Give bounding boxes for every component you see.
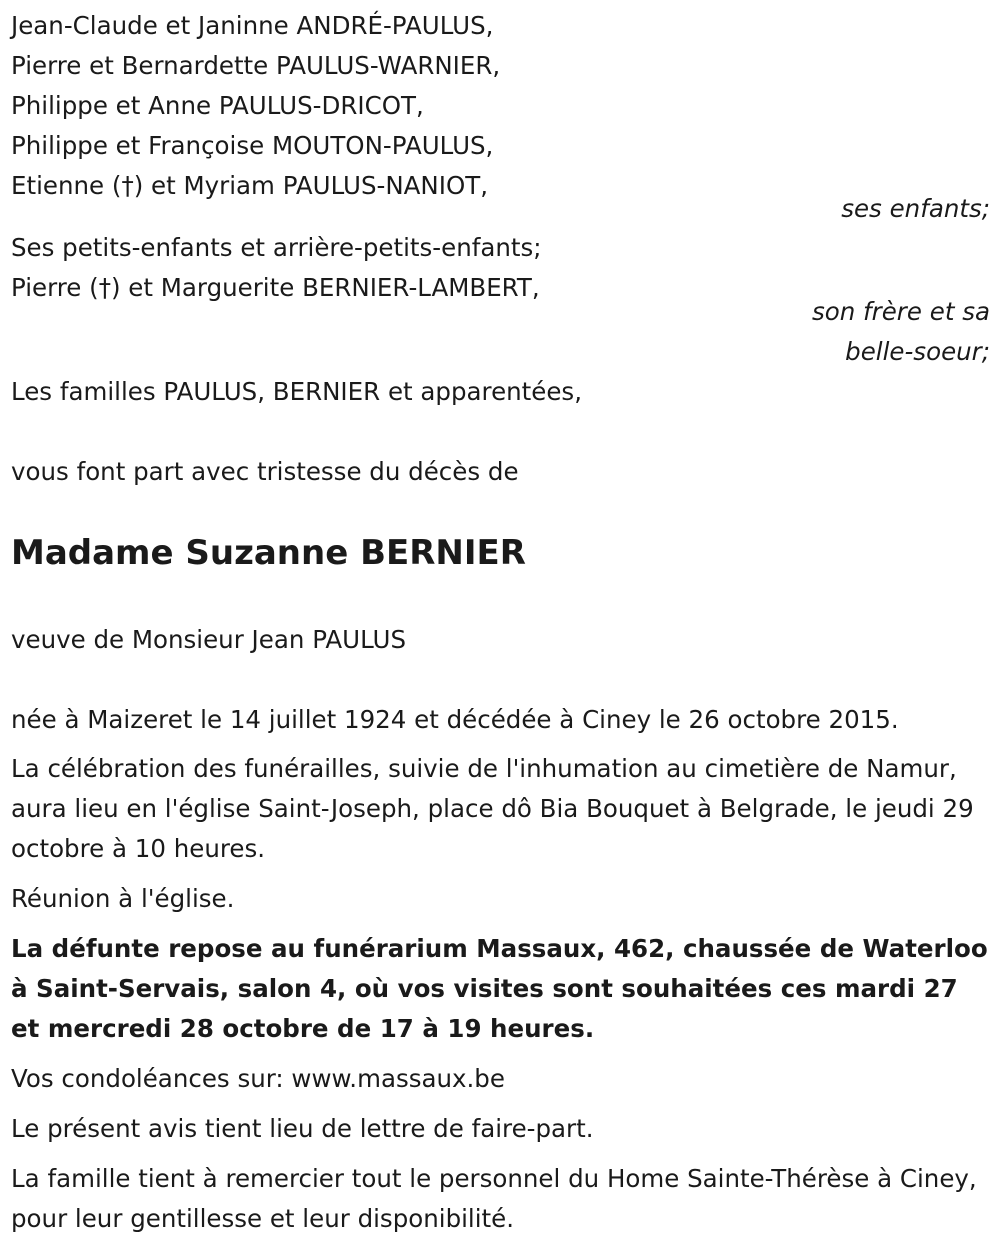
families-line: Les familles PAULUS, BERNIER et apparentées, — [11, 377, 582, 406]
children-role: ses enfants; — [841, 194, 990, 223]
thanks-paragraph: La famille tient à remercier tout le personnel du Home Sainte-Thérèse à Ciney, pour leur gentillesse et leur disponibilité. — [11, 1164, 977, 1233]
announcement: vous font part avec tristesse du décès de — [11, 457, 519, 486]
condolences-paragraph: Vos condoléances sur: www.massaux.be — [11, 1064, 505, 1093]
paragraphs — [11, 749, 990, 1239]
meeting-paragraph: Réunion à l'église. — [11, 884, 235, 913]
family-line-4: Philippe et Françoise MOUTON-PAULUS, — [11, 131, 494, 160]
family-line-5: Etienne (†) et Myriam PAULUS-NANIOT, — [11, 171, 489, 200]
sibling-role-2: belle-soeur; — [845, 337, 990, 366]
family-line-3: Philippe et Anne PAULUS-DRICOT, — [11, 91, 424, 120]
family-line-2: Pierre et Bernardette PAULUS-WARNIER, — [11, 51, 501, 80]
sibling-role-1: son frère et sa — [811, 297, 990, 326]
widow-of: veuve de Monsieur Jean PAULUS — [11, 625, 407, 654]
notice-paragraph: Le présent avis tient lieu de lettre de faire-part. — [11, 1114, 594, 1143]
deceased-name: Madame Suzanne BERNIER — [11, 533, 526, 573]
grandchildren-line: Ses petits-enfants et arrière-petits-enfants; — [11, 233, 542, 262]
viewing-paragraph: La défunte repose au funérarium Massaux, 462, chaussée de Waterloo à Saint-Servais, salon 4, où vos visites sont souhaitées ces mardi 27 et mercredi 28 octobre de 17 à 19 heures. — [11, 934, 988, 1043]
sibling-line: Pierre (†) et Marguerite BERNIER-LAMBERT, — [11, 273, 540, 302]
family-line-1: Jean-Claude et Janinne ANDRÉ-PAULUS, — [11, 11, 494, 40]
funeral-paragraph: La célébration des funérailles, suivie de l'inhumation au cimetière de Namur, aura lieu en l'église Saint-Joseph, place dô Bia Bouquet à Belgrade, le jeudi 29 octobre à 10 heures. — [11, 754, 974, 863]
birth-death-dates: née à Maizeret le 14 juillet 1924 et décédée à Ciney le 26 octobre 2015. — [11, 705, 899, 734]
